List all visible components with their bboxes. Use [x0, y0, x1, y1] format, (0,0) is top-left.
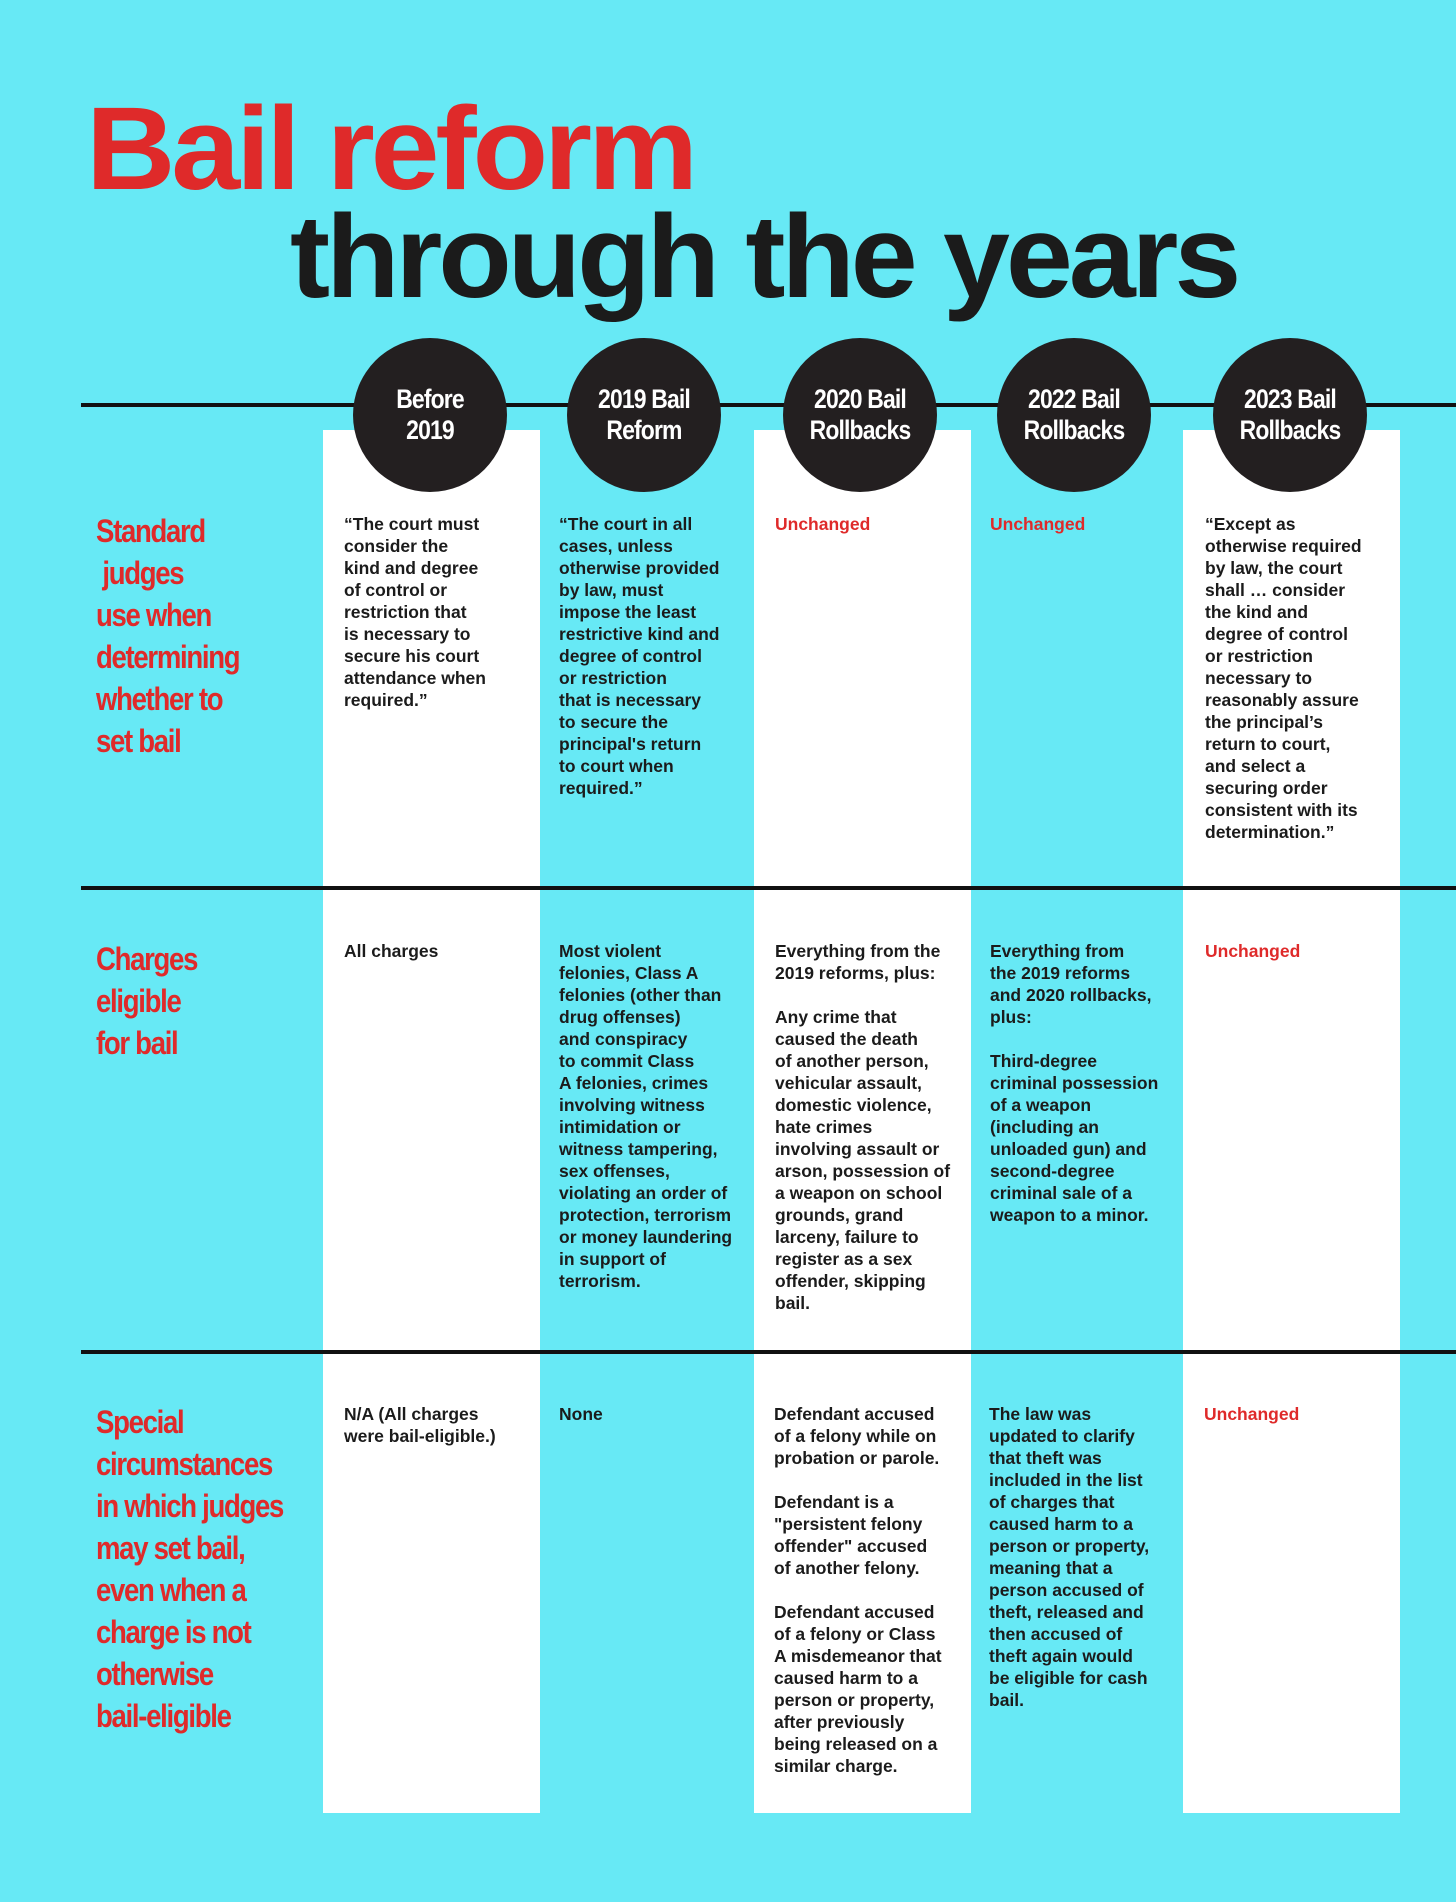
row-divider-2 [81, 1350, 1456, 1354]
title-line-1: Bail reform [86, 83, 694, 215]
column-header-label: 2020 Bail Rollbacks [809, 384, 911, 445]
cell-standard-2019-reform: “The court in all cases, unless otherwise provided by law, must impose the least restrictive kind and degree of control or restriction that is necessary to secure the principal's return to court when required.” [559, 514, 720, 798]
cell-standard-before-2019: “The court must consider the kind and degree of control or restriction that is necessary to secure his court attendance when required.” [344, 514, 486, 710]
row-divider-1 [81, 886, 1456, 890]
column-header-2022-rollbacks [997, 338, 1151, 492]
column-header-2019-reform [567, 338, 721, 492]
cell-standard-2022-rollbacks: Unchanged [990, 514, 1086, 534]
cell-charges-2022-rollbacks: Everything from the 2019 reforms and 2020 rollbacks, plus: Third-degree criminal possession of a weapon (including an unloaded gun) and second-degree criminal sale of a weapon to a minor. [990, 941, 1159, 1225]
column-header-label: 2023 Bail Rollbacks [1239, 384, 1341, 445]
row-label-charges-eligible: Charges eligible for bail [96, 941, 198, 1061]
cell-special-2022-rollbacks: The law was updated to clarify that theft was included in the list of charges that caused harm to a person or property, meaning that a person accused of theft, released and then accused of theft again would be eligible for cash bail. [989, 1404, 1150, 1710]
cell-charges-before-2019: All charges [344, 941, 439, 961]
column-header-label: 2022 Bail Rollbacks [1023, 384, 1125, 445]
cell-special-before-2019: N/A (All charges were bail-eligible.) [344, 1404, 496, 1446]
column-header-2023-rollbacks [1213, 338, 1367, 492]
column-header-label: Before 2019 [396, 384, 464, 445]
column-header-before-2019 [353, 338, 507, 492]
cell-standard-2020-rollbacks: Unchanged [775, 514, 871, 534]
cell-special-2019-reform: None [559, 1404, 603, 1424]
cell-charges-2019-reform: Most violent felonies, Class A felonies (other than drug offenses) and conspiracy to commit Class A felonies, crimes involving witness intimidation or witness tampering, sex offenses, violating an order of protection, terrorism or money laundering in support of terrorism. [559, 941, 733, 1291]
column-header-label: 2019 Bail Reform [598, 384, 690, 445]
row-label-special-circumstances: Special circumstances in which judges may set bail, even when a charge is not otherwise bail-eligible [96, 1404, 284, 1734]
cell-standard-2023-rollbacks: “Except as otherwise required by law, the court shall … consider the kind and degree of control or restriction necessary to reasonably assure the principal’s return to court, and select a securing order consistent with its determination.” [1205, 514, 1362, 842]
title-line-2: through the years [290, 191, 1238, 323]
cell-special-2020-rollbacks: Defendant accused of a felony while on probation or parole. Defendant is a "persistent felony offender" accused of another felony. Defendant accused of a felony or Class A misdemeanor that caused harm to a person or property, after previously being released on a similar charge. [774, 1404, 942, 1776]
cell-charges-2023-rollbacks: Unchanged [1205, 941, 1301, 961]
cell-charges-2020-rollbacks: Everything from the 2019 reforms, plus: Any crime that caused the death of another person, vehicular assault, domestic violence, hate crimes involving assault or arson, possession of a weapon on school grounds, grand larceny, failure to register as a sex offender, skipping bail. [775, 941, 951, 1313]
cell-special-2023-rollbacks: Unchanged [1204, 1404, 1300, 1424]
row-label-standard: Standard judges use when determining whether to set bail [96, 513, 240, 759]
column-header-2020-rollbacks [783, 338, 937, 492]
